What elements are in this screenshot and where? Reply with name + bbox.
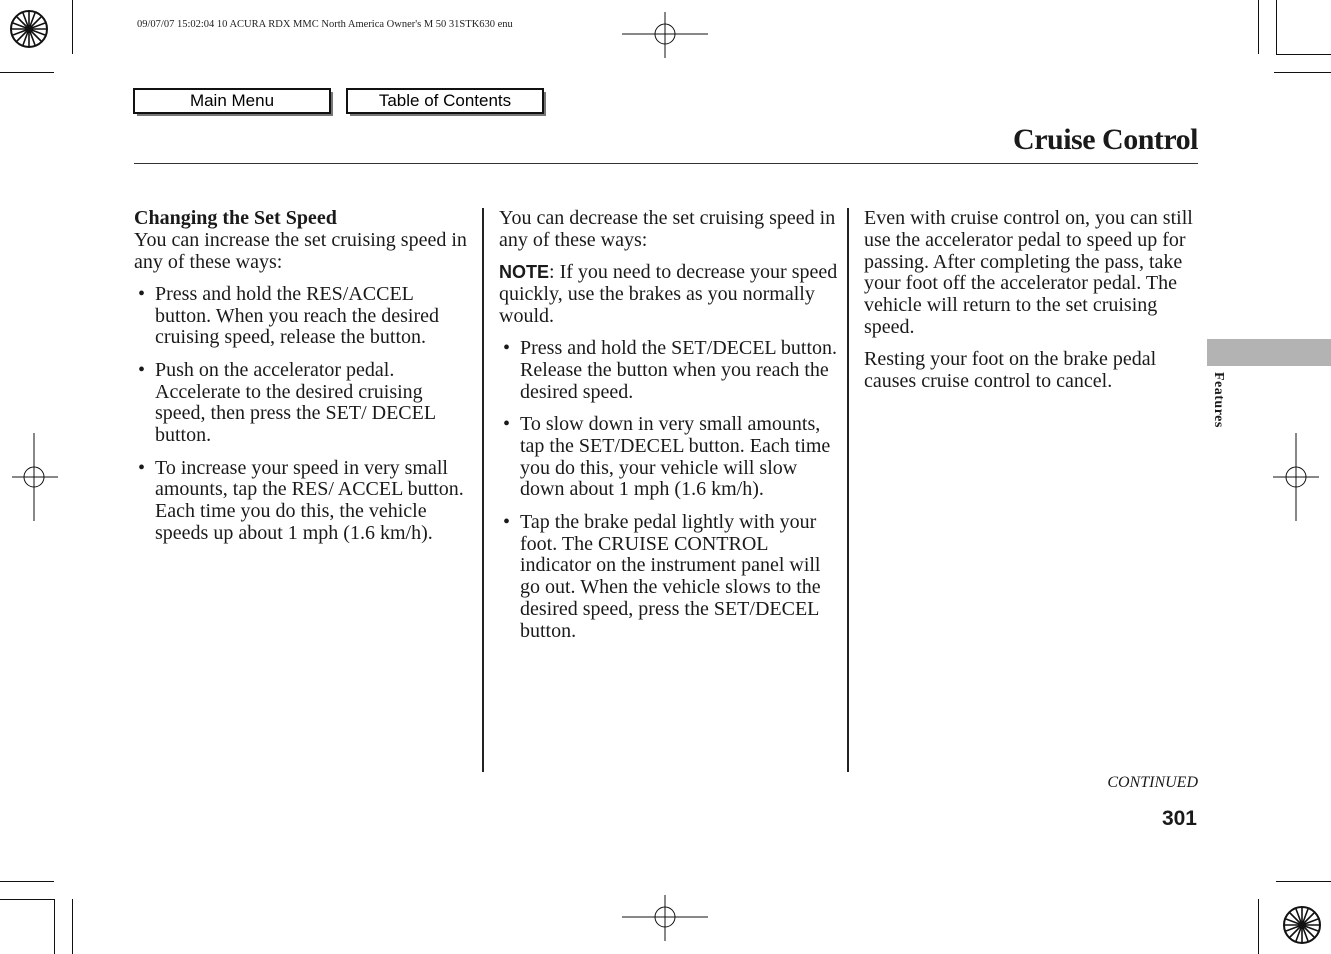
crop-mark (0, 72, 54, 73)
crop-mark (1276, 54, 1331, 55)
print-metadata: 09/07/07 15:02:04 10 ACURA RDX MMC North America Owner's M 50 31STK630 enu (137, 19, 513, 30)
list-item (134, 284, 474, 349)
crop-mark (0, 899, 54, 900)
list-item-text: Push on the accelerator pedal. Accelerate to the desired cruising speed, then press the SET/ DECEL button. (155, 358, 436, 447)
list-item-text: Tap the brake pedal lightly with your foot. The CRUISE CONTROL indicator on the instrument panel will go out. When the vehicle slows to the desired speed, press the SET/DECEL button. (520, 510, 821, 642)
table-of-contents-button[interactable] (346, 88, 544, 114)
section-heading: Changing the Set Speed (134, 207, 337, 229)
crosshair-mark-icon (12, 433, 58, 521)
crop-mark (1274, 72, 1331, 73)
bullet-icon: • (138, 456, 146, 479)
list-item (499, 414, 839, 501)
page-title: Cruise Control (1013, 123, 1198, 156)
list-item (499, 512, 839, 643)
crop-mark (72, 0, 73, 54)
column-divider (847, 208, 849, 772)
column-1 (134, 208, 474, 555)
section-tab-label: Features (1211, 372, 1226, 428)
registration-target-icon (0, 0, 60, 60)
note-label: NOTE (499, 262, 550, 283)
crop-mark (1276, 0, 1277, 54)
paragraph: You can decrease the set cruising speed in any of these ways: (499, 207, 836, 251)
paragraph: Even with cruise control on, you can still use the accelerator pedal to speed up for passing. After completing the pass, take your foot off the accelerator pedal. The vehicle will return to the set cruising speed. (864, 207, 1193, 338)
continued-label: CONTINUED (1107, 774, 1198, 791)
crosshair-mark-icon (620, 895, 710, 941)
bullet-icon: • (503, 510, 511, 533)
bullet-icon: • (503, 336, 511, 359)
list-item (499, 338, 839, 403)
column-2 (499, 208, 839, 653)
list-item-text: To increase your speed in very small amounts, tap the RES/ ACCEL button. Each time you do this, the vehicle speeds up about 1 mph (1.6 km/h). (155, 456, 464, 545)
bullet-icon: • (138, 282, 146, 305)
column-3 (864, 208, 1199, 403)
page-number: 301 (1161, 807, 1197, 830)
table-of-contents-label: Table of Contents (378, 91, 512, 110)
crop-mark (1258, 0, 1259, 54)
title-rule (134, 163, 1198, 164)
bullet-list (499, 338, 839, 643)
main-menu-label: Main Menu (189, 91, 275, 110)
crop-mark (72, 899, 73, 954)
crop-mark (1276, 881, 1331, 882)
list-item-text: To slow down in very small amounts, tap the SET/DECEL button. Each time you do this, your vehicle will slow down about 1 mph (1.6 km/h). (520, 412, 831, 501)
note-text: : If you need to decrease your speed quickly, use the brakes as you normally would. (499, 261, 838, 327)
main-menu-button[interactable] (133, 88, 331, 114)
crop-mark (54, 899, 55, 954)
section-tab[interactable] (1207, 339, 1331, 366)
bullet-icon: • (138, 358, 146, 381)
crosshair-mark-icon (1273, 433, 1319, 521)
note-paragraph (499, 262, 839, 327)
list-item (134, 360, 474, 447)
bullet-icon: • (503, 412, 511, 435)
registration-target-icon (1272, 896, 1331, 954)
list-item (134, 458, 474, 545)
paragraph: You can increase the set cruising speed in any of these ways: (134, 228, 467, 273)
column-divider (482, 208, 484, 772)
list-item-text: Press and hold the RES/ACCEL button. When you reach the desired cruising speed, release the button. (155, 282, 439, 349)
paragraph: Resting your foot on the brake pedal causes cruise control to cancel. (864, 348, 1157, 393)
crop-mark (1258, 899, 1259, 954)
list-item-text: Press and hold the SET/DECEL button. Release the button when you reach the desired speed. (520, 336, 838, 403)
crop-mark (0, 881, 54, 882)
crosshair-mark-icon (620, 12, 710, 58)
bullet-list (134, 284, 474, 545)
